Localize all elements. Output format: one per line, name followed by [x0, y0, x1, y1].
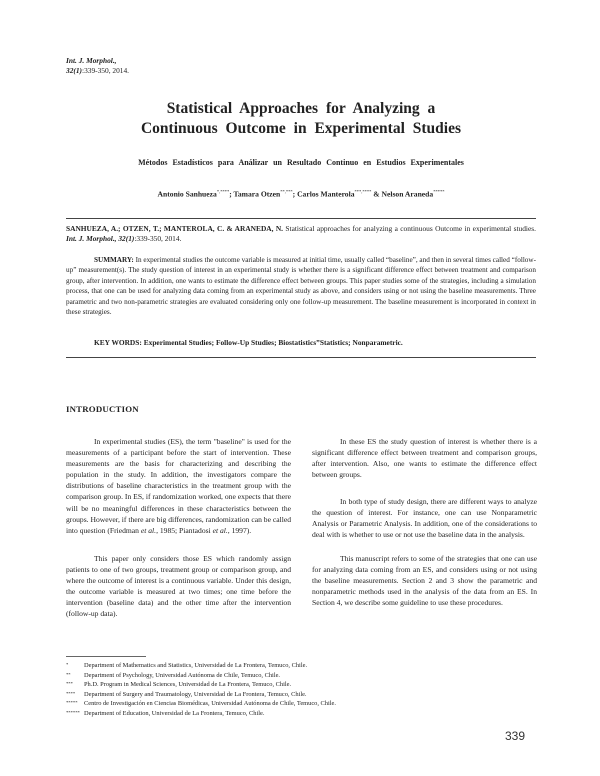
footnote	[66, 680, 336, 690]
journal-pages: :339-350, 2014.	[82, 66, 130, 75]
summary-label: SUMMARY:	[94, 256, 134, 264]
intro-paragraph	[66, 553, 291, 620]
footnote-mark: ******	[66, 709, 80, 715]
title-line-2: Continuous Outcome in Experimental Studies	[140, 120, 461, 137]
footnote	[66, 699, 336, 709]
paragraph-text: , 1997).	[227, 525, 252, 535]
author-separator: ;	[229, 189, 234, 199]
keywords-block	[66, 338, 536, 347]
paragraph-text: In experimental studies (ES), the term "baseline" is used for the measurements of a participant before the start of intervention. These measurements are the basis for characterizing and describing the population in the study. In addition, the investigators compare the distributions of baseline characteristics in the treatment group with the comparison group. In ES, if randomization worked, one expects that there will be no meaningful differences in these characteristics between the groups. However, if there are big differences, randomization can be called into question (Friedman	[66, 437, 291, 535]
citation-authors: SANHUEZA, A.; OTZEN, T.; MANTEROLA, C. & ARANEDA, N.	[66, 224, 284, 233]
footnote	[66, 671, 336, 681]
intro-paragraph	[312, 553, 537, 608]
paragraph-text: This manuscript refers to some of the strategies that one can use for analyzing data coming from an ES, and considers using or not using the baseline measurements. Section 2 and 3 show the parametric and nonparametric methods used in the analysis of the data from an ES. In Section 4, we describe some guideline to use these procedures.	[312, 554, 537, 608]
paragraph-text: In these ES the study question of interest is whether there is a significant difference effect between treatment and comparison groups, after intervention. Also, one wants to estimate the difference effect between groups.	[312, 437, 537, 480]
section-heading: INTRODUCTION	[66, 404, 139, 414]
intro-paragraph	[66, 436, 291, 536]
keywords-text: Experimental Studies; Follow-Up Studies; Biostatistics”Statistics; Nonparametric.	[141, 338, 403, 347]
paper-title	[66, 99, 536, 139]
intro-paragraph	[312, 436, 537, 480]
author-affiliation-mark: **,***	[280, 189, 293, 194]
footnote	[66, 709, 336, 719]
et-al: et al.	[212, 525, 228, 535]
author-name: Antonio Sanhueza	[157, 189, 217, 199]
citation-block	[66, 224, 536, 244]
et-al: et al.	[140, 525, 157, 535]
page-number: 339	[505, 729, 526, 743]
footnote-text: Department of Psychology, Universidad Autónoma de Chile, Temuco, Chile.	[84, 671, 281, 679]
author-affiliation-mark: *****	[433, 189, 445, 194]
summary-text: In experimental studies the outcome variable is measured at initial time, usually called “baseline”, and then in several times called “follow-up” measurement(s). The study question of interest in an experimental study is whether there is a significant difference effect between treatment and comparison group, after intervention. In addition, one wants to estimate the difference effect between groups. This paper studies some of the strategies, including a simulation process, that one can be used for analyzing data coming from an experimental study as above, and considers using or not using the baseline measurements. Three parametric and two non-parametric strategies are evaluated considering only one follow-up measurement. The baseline measurement is incorporated in context in these strategies.	[66, 256, 536, 317]
footnote-text: Ph.D. Program in Medical Sciences, Universidad de La Frontera, Temuco, Chile.	[84, 681, 292, 689]
footnote-mark: *****	[66, 700, 78, 706]
top-divider	[66, 218, 536, 219]
author-affiliation-mark: ***,****	[354, 189, 372, 194]
footnote-divider	[66, 656, 146, 657]
title-line-1: Statistical Approaches for Analyzing a	[166, 100, 436, 117]
bottom-divider	[66, 357, 536, 358]
footnote-mark: ****	[66, 690, 76, 696]
footnote-text: Department of Mathematics and Statistics, Universidad de La Frontera, Temuco, Chile.	[84, 662, 308, 669]
paragraph-text: , 1985; Piantadosi	[156, 525, 213, 535]
footnote	[66, 690, 336, 700]
citation-journal: Int. J. Morphol., 32(1)	[66, 234, 135, 243]
author-name: Carlos Manterola	[297, 189, 355, 199]
footnote-text: Centro de Investigación en Ciencias Biomédicas, Universidad Autónoma de Chile, Temuco, Chile.	[84, 700, 336, 708]
author-list	[66, 189, 536, 199]
paper-subtitle: Métodos Estadísticos para Análizar un Resultado Continuo en Estudios Experimentales	[138, 158, 464, 167]
author-name: Nelson Araneda	[381, 189, 434, 199]
author-name: Tamara Otzen	[233, 189, 281, 199]
footnote-text: Department of Education, Universidad de La Frontera, Temuco, Chile.	[84, 709, 265, 717]
footnote-text: Department of Surgery and Traumatology, Universidad de La Frontera, Temuco, Chile.	[84, 690, 307, 698]
footnote-mark: *	[66, 662, 69, 667]
journal-info	[66, 56, 129, 76]
paragraph-text: In both type of study design, there are different ways to analyze the question of interest. For instance, one can use Nonparametric Analysis or Parametric Analysis. In addition, one of the considerations to deal with is whether to use or not use the baseline data in the analysis.	[312, 497, 537, 540]
footnote	[66, 661, 336, 671]
keywords-label: KEY WORDS:	[94, 338, 142, 347]
footnotes	[66, 661, 336, 719]
journal-name: Int. J. Morphol.,	[66, 56, 117, 65]
journal-volume: 32(1)	[66, 66, 83, 75]
author-separator: &	[371, 189, 382, 199]
footnote-mark: **	[66, 671, 71, 677]
paragraph-text: This paper only considers those ES which randomly assign patients to one of two groups, treatment group or comparison group, and where the outcome of interest is a continuous variable. Under this design, the outcome variable is measured at two times; one time before the intervention (baseline data) and the other time after the intervention (follow-up data).	[66, 554, 291, 619]
summary-block	[66, 255, 536, 317]
citation-pages: :339-350, 2014.	[134, 234, 182, 243]
author-separator: ;	[292, 189, 298, 199]
footnote-mark: ***	[66, 681, 73, 687]
citation-text: Statistical approaches for analyzing a continuous Outcome in experimental studies.	[283, 224, 536, 233]
author-affiliation-mark: *,****	[216, 189, 230, 194]
intro-paragraph	[312, 496, 537, 540]
